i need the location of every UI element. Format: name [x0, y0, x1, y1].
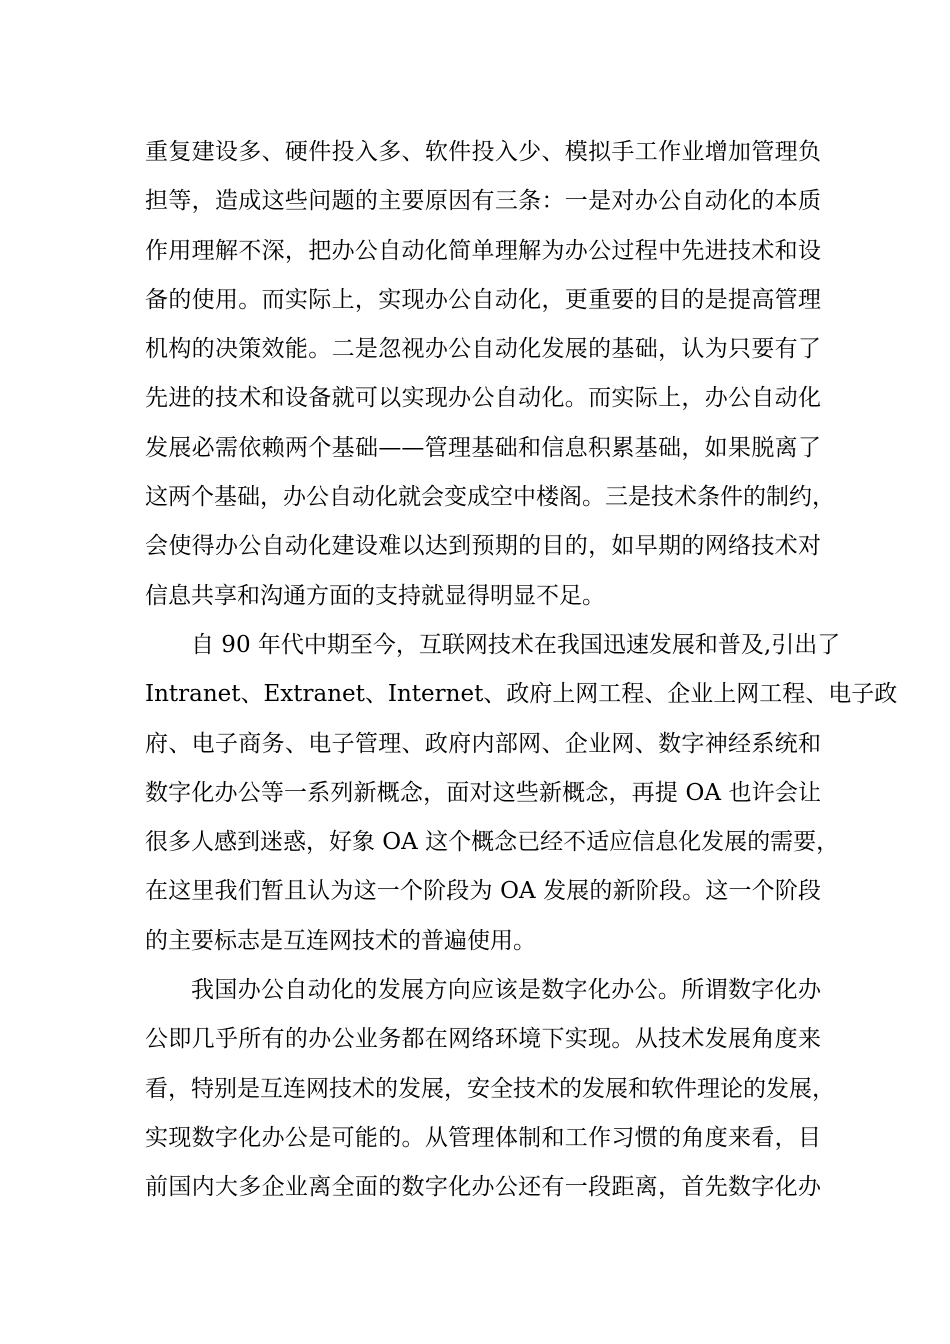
- text-line: Intranet、Extranet、Internet、政府上网工程、企业上网工程、电子政: [145, 681, 898, 708]
- text-line: 信息共享和沟通方面的支持就显得明显不足。: [145, 582, 605, 609]
- text-line: 备的使用。而实际上，实现办公自动化，更重要的目的是提高管理: [145, 286, 821, 313]
- text-line: 看，特别是互连网技术的发展，安全技术的发展和软件理论的发展，: [145, 1075, 835, 1102]
- text-line: 机构的决策效能。二是忽视办公自动化发展的基础，认为只要有了: [145, 336, 821, 363]
- text-line: 数字化办公等一系列新概念，面对这些新概念，再提 OA 也许会让: [145, 779, 821, 806]
- paragraph-1: [145, 128, 835, 621]
- text-line: 作用理解不深，把办公自动化简单理解为办公过程中先进技术和设: [145, 237, 821, 264]
- text-line: 实现数字化办公是可能的。从管理体制和工作习惯的角度来看，目: [145, 1124, 821, 1151]
- text-line: 我国办公自动化的发展方向应该是数字化办公。所谓数字化办: [191, 977, 821, 1004]
- text-line: 前国内大多企业离全面的数字化办公还有一段距离，首先数字化办: [145, 1174, 821, 1201]
- document-body: [145, 128, 898, 1213]
- text-line: 这两个基础，办公自动化就会变成空中楼阁。三是技术条件的制约，: [145, 484, 835, 511]
- text-line: 府、电子商务、电子管理、政府内部网、企业网、数字神经系统和: [145, 730, 821, 757]
- text-line: 先进的技术和设备就可以实现办公自动化。而实际上，办公自动化: [145, 385, 821, 412]
- text-line: 自 90 年代中期至今，互联网技术在我国迅速发展和普及,引出了: [191, 631, 841, 658]
- text-line: 会使得办公自动化建设难以达到预期的目的，如早期的网络技术对: [145, 533, 821, 560]
- text-line: 发展必需依赖两个基础——管理基础和信息积累基础，如果脱离了: [145, 434, 821, 461]
- text-line: 很多人感到迷惑，好象 OA 这个概念已经不适应信息化发展的需要，: [145, 829, 840, 856]
- paragraph-3: [145, 966, 835, 1212]
- text-line: 在这里我们暂且认为这一个阶段为 OA 发展的新阶段。这一个阶段: [145, 878, 821, 905]
- text-line: 担等，造成这些问题的主要原因有三条：一是对办公自动化的本质: [145, 188, 821, 215]
- text-line: 的主要标志是互连网技术的普遍使用。: [145, 927, 536, 954]
- paragraph-2: [145, 621, 898, 966]
- text-line: 公即几乎所有的办公业务都在网络环境下实现。从技术发展角度来: [145, 1026, 821, 1053]
- text-line: 重复建设多、硬件投入多、软件投入少、模拟手工作业增加管理负: [145, 139, 821, 165]
